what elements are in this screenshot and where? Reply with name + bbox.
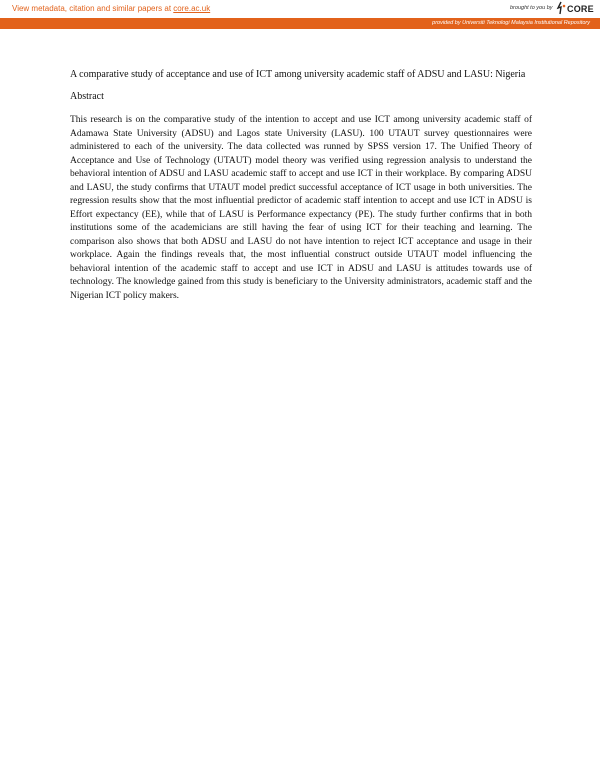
abstract-body: This research is on the comparative study of the intention to accept and use ICT among university academic staff of Adamawa State University (ADSU) and Lagos state University (LASU). 100 UTAUT survey questionnaires were administered to each of the university. The data collected was runned by SPSS version 17. The Unified Theory of Acceptance and Use of Technology (UTAUT) model theory was verified using regression analysis to understand the behavioral intention of ADSU and LASU academic staff to accept and use ICT in their workplace. By comparing ADSU and LASU, the study confirms that UTAUT model predict successful acceptance of ICT usage in both universities. The regression results show that the most influential predictor of academic staff intention to accept and use ICT in ADSU is Effort expectancy (EE), while that of LASU is Performance expectancy (PE). The study further confirms that in both institutions some of the academicians are still having the fear of using ICT for their teaching and learning. The comparison also shows that both ADSU and LASU do not have intention to reject ICT acceptance and usage in their workplace. Again the findings reveals that, the most influential construct outside UTAUT model influencing the behavioral intention of the academic staff to accept and use ICT in ADSU and LASU is attitudes towards use of technology. The knowledge gained from this study is beneficiary to the University administrators, academic staff and the Nigerian ICT policy makers. (70, 115, 532, 301)
core-logo[interactable] (556, 1, 596, 17)
provided-by-text: provided by Universiti Teknologi Malaysia Institutional Repository (432, 20, 590, 26)
abstract-heading: Abstract (70, 91, 104, 102)
core-logo-text: CORE (567, 4, 594, 14)
core-banner (0, 0, 600, 18)
paper-title: A comparative study of acceptance and use of ICT among university academic staff of ADSU and LASU: Nigeria (70, 69, 526, 80)
core-logo-icon (556, 1, 567, 15)
core-ac-uk-link[interactable]: core.ac.uk (173, 4, 211, 13)
brought-to-you-by-label: brought to you by (510, 5, 553, 11)
document-page (70, 68, 532, 303)
core-metadata-link[interactable] (12, 4, 210, 13)
core-link-prefix: View metadata, citation and similar papers at (12, 4, 174, 13)
provided-by-bar (0, 18, 600, 29)
